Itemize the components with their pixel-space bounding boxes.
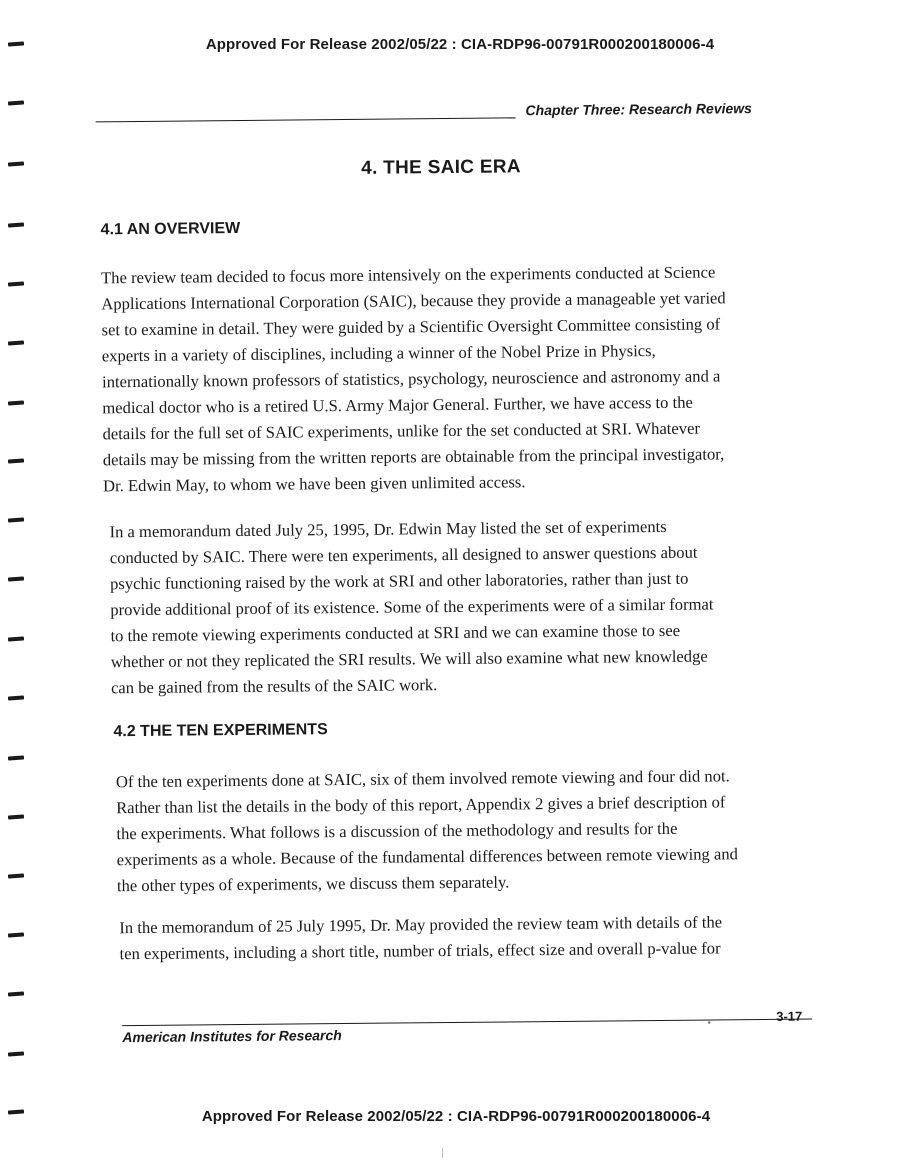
text-line: medical doctor who is a retired U.S. Army Major General. Further, we have access to the xyxy=(102,392,693,418)
scan-mark xyxy=(442,1148,443,1158)
chapter-header: Chapter Three: Research Reviews xyxy=(525,100,752,119)
text-line: ten experiments, including a short title, number of trials, effect size and overall p-value for xyxy=(119,938,721,964)
text-line: the experiments. What follows is a discussion of the methodology and results for the xyxy=(116,818,678,844)
header-rule xyxy=(96,117,516,122)
text-line: Applications International Corporation (SAIC), because they provide a manageable yet varied xyxy=(101,288,726,314)
text-line: whether or not they replicated the SRI results. We will also examine what new knowledge xyxy=(110,646,708,672)
text-line: conducted by SAIC. There were ten experiments, all designed to answer questions about xyxy=(109,542,698,568)
text-line: psychic functioning raised by the work at SRI and other laboratories, rather than just to xyxy=(109,568,689,594)
text-line: provide additional proof of its existence. Some of the experiments were of a similar format xyxy=(110,594,714,620)
text-line: Of the ten experiments done at SAIC, six of them involved remote viewing and four did not. xyxy=(115,766,730,792)
text-line: the other types of experiments, we discuss them separately. xyxy=(116,872,510,896)
text-line: Dr. Edwin May, to whom we have been given unlimited access. xyxy=(102,472,526,496)
subsection-heading-overview: 4.1 AN OVERVIEW xyxy=(100,219,241,239)
text-line: In the memorandum of 25 July 1995, Dr. May provided the review team with details of the xyxy=(119,912,723,938)
text-line: set to examine in detail. They were guided by a Scientific Oversight Committee consisting of xyxy=(101,314,721,340)
paragraph-overview-2 xyxy=(109,513,801,702)
page-number: 3-17 xyxy=(776,1008,803,1024)
paragraph-overview-1 xyxy=(101,259,793,500)
paragraph-experiments-1 xyxy=(116,763,807,900)
section-title: 4. THE SAIC ERA xyxy=(361,156,521,179)
text-line: In a memorandum dated July 25, 1995, Dr. Edwin May listed the set of experiments xyxy=(109,516,667,542)
scan-speck xyxy=(708,1022,710,1024)
paragraph-experiments-2 xyxy=(119,909,809,968)
text-line: details may be missing from the written reports are obtainable from the principal investigator, xyxy=(102,444,725,470)
text-line: experiments as a whole. Because of the fundamental differences between remote viewing and xyxy=(116,844,738,870)
footer-organization: American Institutes for Research xyxy=(122,1027,342,1046)
text-line: The review team decided to focus more intensively on the experiments conducted at Science xyxy=(100,262,716,288)
text-line: details for the full set of SAIC experiments, unlike for the set conducted at SRI. Whatever xyxy=(102,418,701,444)
text-line: Rather than list the details in the body of this report, Appendix 2 gives a brief description of xyxy=(116,792,726,818)
release-stamp-top: Approved For Release 2002/05/22 : CIA-RDP96-00791R000200180006-4 xyxy=(205,36,715,53)
text-line: experts in a variety of disciplines, including a winner of the Nobel Prize in Physics, xyxy=(101,341,656,366)
text-line: can be gained from the results of the SAIC work. xyxy=(110,675,438,698)
text-line: internationally known professors of statistics, psychology, neuroscience and astronomy and a xyxy=(101,366,721,392)
subsection-heading-ten-experiments: 4.2 THE TEN EXPERIMENTS xyxy=(113,721,328,741)
text-line: to the remote viewing experiments conducted at SRI and we can examine those to see xyxy=(110,620,681,646)
release-stamp-bottom: Approved For Release 2002/05/22 : CIA-RDP96-00791R000200180006-4 xyxy=(201,1108,711,1125)
